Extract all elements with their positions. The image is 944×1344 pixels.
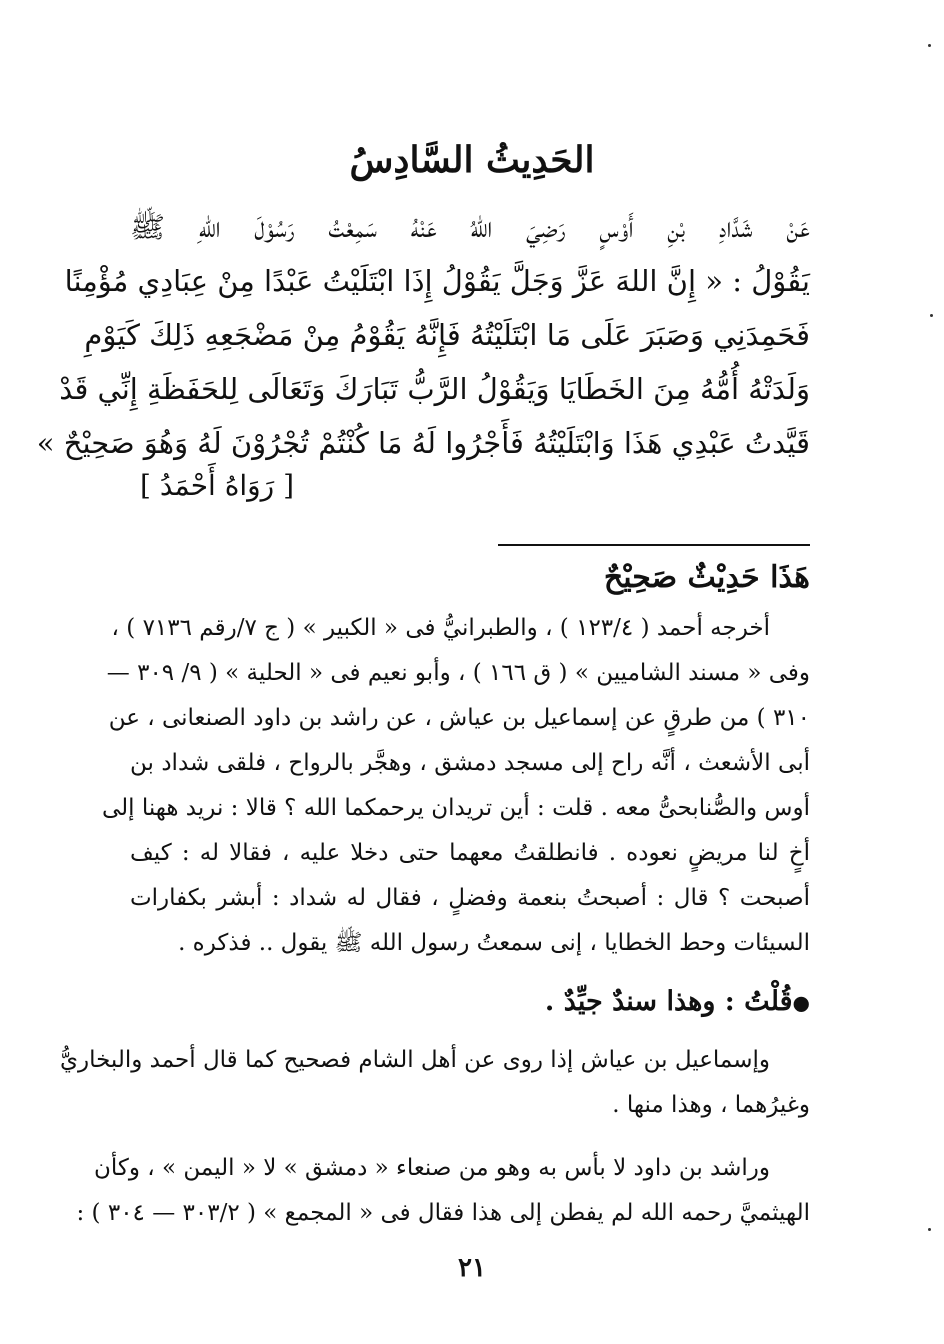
paragraph-line: وغيرُهما ، وهذا منها .: [612, 1092, 810, 1118]
paragraph-line: وراشد بن داود لا بأس به وهو من صنعاء « دمشق » لا « اليمن » ، وكأن: [94, 1155, 770, 1181]
bullet-icon: ●: [792, 990, 810, 1015]
hadith-line: عَنْ شَدَّادِ بْنِ أَوْسٍ رَضِيَ اللهُ عَنْهُ سَمِعْتُ رَسُوْلَ اللهِ ﷺ: [130, 210, 810, 244]
takhrij-line: أخٍ لنا مريضٍ نعوده . فانطلقتُ معهما حتى دخلا عليه ، فقالا له : كيف: [130, 840, 810, 866]
takhrij-line: أبى الأشعث ، أنَّه راح إلى مسجد دمشق ، وهجَّر بالرواح ، فلقى شداد بن: [130, 750, 810, 776]
takhrij-line: أصبحت ؟ قال : أصبحتُ بنعمة وفضلٍ ، فقال له شداد : أبشر بكفارات: [130, 885, 810, 911]
paragraph-line: الهيثميَّ رحمه الله لم يفطن إلى هذا فقال فى « المجمع » ( ٣٠٣/٢ — ٣٠٤ ) :: [76, 1200, 810, 1226]
paragraph-line: وإسماعيل بن عياش إذا روى عن أهل الشام فصحيح كما قال أحمد والبخاريُّ: [59, 1047, 770, 1073]
hadith-line: وَلَدَتْهُ أُمُّهُ مِنَ الخَطَايَا وَيَقُوْلُ الرَّبُّ تَبَارَكَ وَتَعَالَى لِلحَفَظَةِ إِنِّي قَدْ: [59, 372, 810, 406]
hadith-line: يَقُوْلُ : « إِنَّ اللهَ عَزَّ وَجَلَّ يَقُوْلُ إِذَا ابْتَلَيْتُ عَبْدًا مِنْ عِبَادِي مُؤْمِنًا: [64, 264, 810, 298]
takhrij-line: ٣١٠ ) من طرقٍ عن إسماعيل بن عياش ، عن راشد بن داود الصنعانى ، عن: [108, 705, 810, 731]
page-number: ٢١: [458, 1253, 486, 1283]
scan-speck: [928, 44, 931, 47]
takhrij-line: وفى « مسند الشاميين » ( ق ١٦٦ ) ، وأبو نعيم فى « الحلية » ( ٩/ ٣٠٩ —: [106, 660, 810, 686]
takhrij-line: أخرجه أحمد ( ١٢٣/٤ ) ، والطبرانيُّ فى « الكبير » ( ج ٧/رقم ٧١٣٦ ) ،: [111, 615, 770, 641]
takhrij-line: أوس والصُّنابحىُّ معه . قلت : أين تريدان يرحمكما الله ؟ قالا : نريد ههنا إلى: [101, 795, 810, 821]
hadith-text: [36, 200, 810, 470]
scan-speck: [928, 1228, 931, 1231]
hadith-line: فَحَمِدَنِي وَصَبَرَ عَلَى مَا ابْتَلَيْتُهُ فَإِنَّهُ يَقُوْمُ مِنْ مَضْجَعِهِ ذَلِكَ كَيَوْمِ: [84, 318, 810, 352]
takhrij-paragraph: [101, 606, 810, 966]
rashid-paragraph: [76, 1146, 810, 1236]
authenticity-heading: هَذَا حَدِيْثٌ صَحِيْحٌ: [603, 560, 810, 595]
hadith-title: الحَدِيثُ السَّادِسُ: [349, 139, 595, 181]
takhrij-line: السيئات وحط الخطايا ، إنى سمعتُ رسول الله ﷺ يقول .. فذكره .: [178, 930, 810, 956]
hadith-line: قَيَّدتُ عَبْدِي هَذَا وَابْتَلَيْتُهُ فَأَجْرُوا لَهُ مَا كُنْتُمْ تُجْرُوْنَ لَهُ وَهُوَ صَحِيْحٌ »: [36, 426, 810, 460]
scan-speck: [930, 314, 933, 317]
author-note-heading: [545, 980, 810, 1025]
author-note-text: قُلْتُ : وهذا سندٌ جيِّدٌ .: [544, 986, 793, 1017]
ismail-paragraph: [59, 1038, 810, 1128]
hadith-attribution: [ رَوَاهُ أَحْمَدُ ]: [140, 469, 295, 502]
section-divider: [498, 544, 810, 546]
